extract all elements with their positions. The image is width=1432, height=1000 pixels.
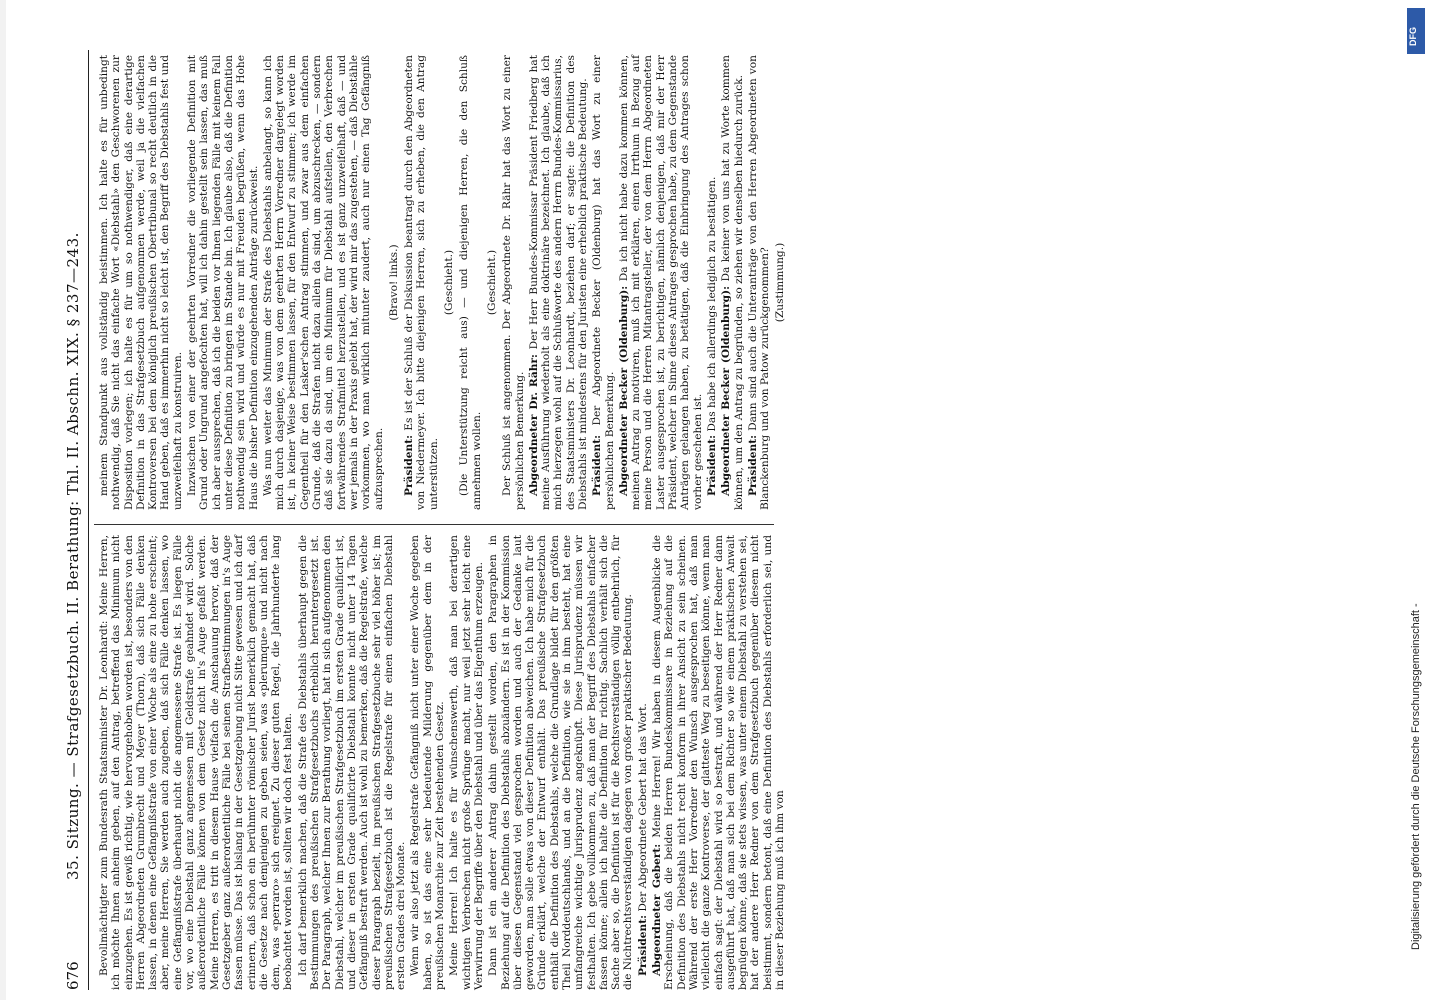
paragraph-text: Das habe ich allerdings lediglich zu bestätigen. <box>705 176 718 432</box>
paragraph-text: (Zustimmung.) <box>774 242 787 323</box>
speaker-label: Präsident: <box>705 434 718 496</box>
paragraph-text: (Geschieht.) <box>443 249 456 316</box>
paragraph <box>403 55 440 510</box>
speaker-label: Abgeordneter Dr. Rähr: <box>527 354 540 496</box>
speaker-label: Abgeordneter Becker (Oldenburg): <box>720 285 733 496</box>
paragraph-text: meinem Standpunkt aus vollständig beistimmen. Ich halte es für unbedingt nothwendig, daß Sie nicht das einfache Wort «Diebstahl» den Geschworenen zur Disposition vorlegen; ich halte es für um so nothwendiger, daß eine derartige Definition in das Strafgesetzbuch aufgenommen werde, weil ja die vielfachen Kontroversen bei dem königlich preußischen Obertribunal so recht deutlich in die Hand geben, daß es immerhin nicht so leicht ist, den Begriff des Diebstahls fest und unzweifelhaft zu konstruiren. <box>98 55 184 510</box>
paragraph <box>98 55 184 510</box>
paragraph-text: Ich darf bemerklich machen, daß die Strafe des Diebstahls überhaupt gegen die Bestimmungen des preußischen Strafgesetzbuchs erheblich heruntergesetzt ist. Der Paragraph, welcher Ihnen zur Berathung vorliegt, hat in sich aufgenommen den Diebstahl, welcher im preußischen Strafgesetzbuch im ersten Grade qualificirt ist, und dieser in ersten Grade qualificirte Diebstahl konnte nicht unter 14 Tagen Gefängniß bestraft werden. Auch ist wohl zu bemerken, daß die Regelstrafe, welche dieser Paragraph bezielt, im preußischen Strafgesetzbuche sehr viel höher ist; im preußischen Strafgesetzbuch ist die Regelstrafe für einen einfachen Diebstahl ersten Grades drei Monate. <box>296 535 408 990</box>
paragraph-text: Meine Herren! Ich halte es für wünschenswerth, daß man bei derartigen wichtigen Verbrechen nicht große Sprünge macht, nur weil jetzt sehr leicht eine Verwirrung der Begriffe über den Diebstahl und über das Eigenthum erzeugen. <box>448 535 485 990</box>
page-header <box>60 50 89 990</box>
paragraph <box>637 535 649 990</box>
running-head: 35. Sitzung. — Strafgesetzbuch. II. Berathung: Thl. II. Abschn. XIX. § 237—243. <box>64 232 82 880</box>
paragraph <box>591 55 616 510</box>
page-number: 676 <box>64 961 82 990</box>
paragraph-text: Der Schluß ist angenommen. Der Abgeordnete Dr. Rähr hat das Wort zu einer persönlichen Bemerkung. <box>501 55 526 510</box>
speaker-label: Präsident: <box>403 434 416 496</box>
paragraph <box>706 55 718 510</box>
paragraph <box>528 55 589 510</box>
paragraph <box>487 535 635 990</box>
paragraph <box>458 55 483 510</box>
digitization-notice <box>1402 10 1428 970</box>
paragraph <box>388 55 400 510</box>
paragraph <box>262 55 385 510</box>
paragraph-text: Inzwischen von einer der geehrten Vorredner die vorliegende Definition mit Grund oder Ungrund angefochten hat, will ich dahin gestellt sein lassen, das muß ich aber aussprechen, daß ich die beiden vor Ihnen liegenden Fälle mit keinem Fall unter diese Definition zu bringen im Stande bin. Ich glaube also, daß die Definition nothwendig sein wird und würde es nur mit Freuden begrüßen, wenn das Hohe Haus die bisher Definition einzugehenden Anträge zurückweist. <box>186 55 260 510</box>
paragraph-text: Es ist der Schluß der Diskussion beantragt durch den Abgeordneten von Niedermeyer. Ich bitte diejenigen Herren, sich zu erheben, die den Antrag unterstützen. <box>403 55 440 510</box>
paragraph <box>186 55 260 510</box>
digitization-notice-text: Digitalisierung gefördert durch die Deutsche Forschungsgemeinschaft - <box>1410 603 1422 950</box>
speaker-label: Abgeordneter Becker (Oldenburg): <box>617 285 630 496</box>
speaker-label: Präsident: <box>591 434 604 496</box>
paragraph <box>747 55 772 510</box>
dfg-logo <box>1407 8 1425 54</box>
paragraph-text: (Bravo! links.) <box>387 244 400 321</box>
paragraph <box>501 55 526 510</box>
paragraph-text: Der Herr Bundes-Kommissar Präsident Friedberg hat meine Ausführung wiederholt als eine doktrinäre bezeichnet. Ich glaube, daß ich mich hierzegen wohl auf die Schlußworte des andern Herrn Bundes-Kommissarius, des Staatsministers Dr. Leonhardt, beziehen darf; er sagte: die Definition des Diebstahls ist mindestens für den Juristen eine erheblich praktische Bedeutung. <box>527 54 589 510</box>
paragraph-text: Da keiner von uns hat zu Worte kommen können, um den Antrag zu begründen, so ziehen wir denselben hiedurch zurück. <box>720 55 745 510</box>
paragraph <box>618 55 704 510</box>
paragraph-text: Bevollmächtigter zum Bundesrath Staatsminister Dr. Leonhardt: Meine Herren, ich möchte Ihnen anheim geben, auf den Antrag, betreffend das Minimum nicht einzugehen. Es ist gewiß richtig, wie hervorgehoben worden ist, besonders von den Herren Abgeordneten Grumbrecht und Meyer (Thorn), daß sich Fälle denken lassen, in denen eine Gefängnißstrafe von einer Woche als eine zu hohe erscheint; aber, meine Herren, Sie werden auch zugeben, daß sich Fälle denken lassen, wo eine Gefängnißstrafe überhaupt nicht die angemessene Strafe ist. Es liegen Fälle vor, wo eine Diebstahl ganz angemessen mit Geldstrafe geahndet wird. Solche außerordentliche Fälle können von dem Gesetz nicht in's Auge gefaßt werden. Meine Herren, es tritt in diesem Hause vielfach die Anschauung hervor, daß der Gesetzgeber ganz außerordentliche Fälle bei seinen Strafbestimmungen in's Auge fassen müsse. Das ist bislang in der Gesetzgebung nicht Sitte gewesen und ich darf erinnern, daß schon ein berühmter römischer Jurist bemerklich gemacht hat, daß die Gesetze nach demjenigen zu geben seien, was «plerumque» und nicht nach dem, was «perraro» sich ereignet. Zu dieser guten Regel, die Jahrhunderte lang beobachtet worden ist, sollten wir doch fest halten. <box>98 535 295 990</box>
paragraph <box>651 535 786 990</box>
speaker-label: Abgeordneter Gebert: <box>651 843 664 976</box>
paragraph <box>720 55 745 510</box>
paragraph-text: Da ich nicht habe dazu kommen können, meinen Antrag zu motiviren, muß ich mit erklären, einen Irrthum in Bezug auf meine Person und die Herren Mitantragsteller, der von dem Herrn Abgeordneten Laster ausgesprochen ist, zu berichtigen, nämlich denjenigen, daß mir der Herr Präsident, welcher in Sinne dieses Antrages gesprochen habe, zu dem Gegenstande Anträgen gelangen haben, zu betätigen, daß die Einbringung des Antrages schon vorher geschehen ist. <box>617 55 704 510</box>
rotated-page-content <box>60 40 787 1000</box>
speaker-label: Präsident: <box>746 434 759 496</box>
paragraph <box>409 535 446 990</box>
paragraph-text: Der Abgeordnete Becker (Oldenburg) hat das Wort zu einer persönlichen Bemerkung. <box>591 55 616 510</box>
paragraph-text: (Die Unterstützung reicht aus) — und diejenigen Herren, die den Schluß annehmen wollen. <box>458 55 483 510</box>
paragraph <box>486 55 498 510</box>
paragraph <box>448 535 485 990</box>
speaker-label: Präsident: <box>636 914 649 976</box>
column-divider <box>94 524 774 525</box>
paragraph-text: Meine Herren! Wir haben in diesem Augenblicke die Erscheinung, daß die beiden Herren Bundeskommissare in Beziehung auf die Definition des Diebstahls nicht recht konform in ihrer Ansicht zu sein scheinen. Während der erste Herr Vorredner den Wunsch ausgesprochen hat, daß man vielleicht die ganze Kontroverse, der glatteste Weg zu beseitigen könne, wenn man einfach sagt: der Diebstahl wird so bestraft, und während der Herr Redner dann ausgeführt hat, daß man sich bei dem Richter so wie einem praktischen Anwalt begnügen könne, daß sie stets wissen, was unter einem Diebstahl zu verstehen sei, hat der andere Herr Redner von dem Strafgesetzbuch gegenüber diesem nicht beistimmt, sondern betont, daß eine Definition des Diebstahls erforderlich sei, und in dieser Beziehung muß ich ihm von <box>651 535 787 990</box>
paragraph-text: Wenn wir also jetzt als Regelstrafe Gefängniß nicht unter einer Woche gegeben haben, so ist das eine sehr bedeutende Milderung gegenüber dem in der preußischen Monarchie zur Zeit bestehenden Gesetz. <box>409 535 447 990</box>
paragraph-text: (Geschieht.) <box>485 249 498 316</box>
paragraph-text: Der Abgeordnete Gebert hat das Wort. <box>636 703 649 912</box>
paragraph <box>297 535 408 990</box>
dfg-logo-text: DFG <box>1408 27 1418 46</box>
paragraph <box>774 55 786 510</box>
paragraph-text: Dann ist ein anderer Antrag dahin gestellt worden, den Paragraphen in Beziehung auf die Definition des Diebstahls abzuändern. Es ist in der Kommission über diesen Gegenstand viel gesprochen worden und auch der Gedanke laut geworden, man solle etwas von dieser Definition abweichen. Ich habe mich für die Gründe erklärt, welche der Entwurf enthält. Das preußische Strafgesetzbuch enthält die Definition des Diebstahls, welche die Grundlage bildet für den größten Theil Norddeutschlands, und an die Definition, wie sie in ihm besteht, hat eine umfangreiche wichtige Jurisprudenz angeknüpft. Diese Jurisprudenz müssen wir festhalten. Ich gebe vollkommen zu, daß man der Begriff des Diebstahls einfacher fassen könne; allein ich halte die Definition für richtig. Sachlich verhält sich die Sache aber so, die Definition ist für die Rechtsverständigen völlig entbehrlich, für die Nichtrechtsverständigen dagegen von großer praktischer Bedeutung. <box>487 535 635 990</box>
left-column <box>98 535 787 990</box>
paragraph <box>98 535 295 990</box>
scan-edge <box>0 0 6 1000</box>
paragraph-text: Was nun weiter das Minimum der Strafe des Diebstahls anbelangt, so kann ich mich durch dasjenige, was von dem geehrten Herrn Vorredner dargelegt worden ist, in keiner Weise bestimmen lassen, für den Entwurf zu stimmen; ich werde im Gegentheil für den Lasker'schen Antrag stimmen, und zwar aus dem einfachen Grunde, daß die Strafen nicht dazu allein da sind, um abzuschrecken, — sondern daß sie dazu da sind, um ein Minimum für Diebstahl aufstellen, den Verbrechen fortwährendes Strafmittel herzustellen, und es ist ganz unzweifelhaft, daß — und wer jemals in der Praxis gelebt hat, der wird mir das zugestehen, — daß Diebstähle vorkommen, wo man wirklich mitunter zaudert, auch nur einen Tag Gefängniß aufzusprechen. <box>261 55 385 510</box>
right-column <box>98 54 787 510</box>
paragraph <box>443 55 455 510</box>
paragraph-text: Dann sind auch die Unteranträge von den Herren Abgeordneten von Blanckenburg und von Patow zurückgenommen? <box>746 55 772 510</box>
